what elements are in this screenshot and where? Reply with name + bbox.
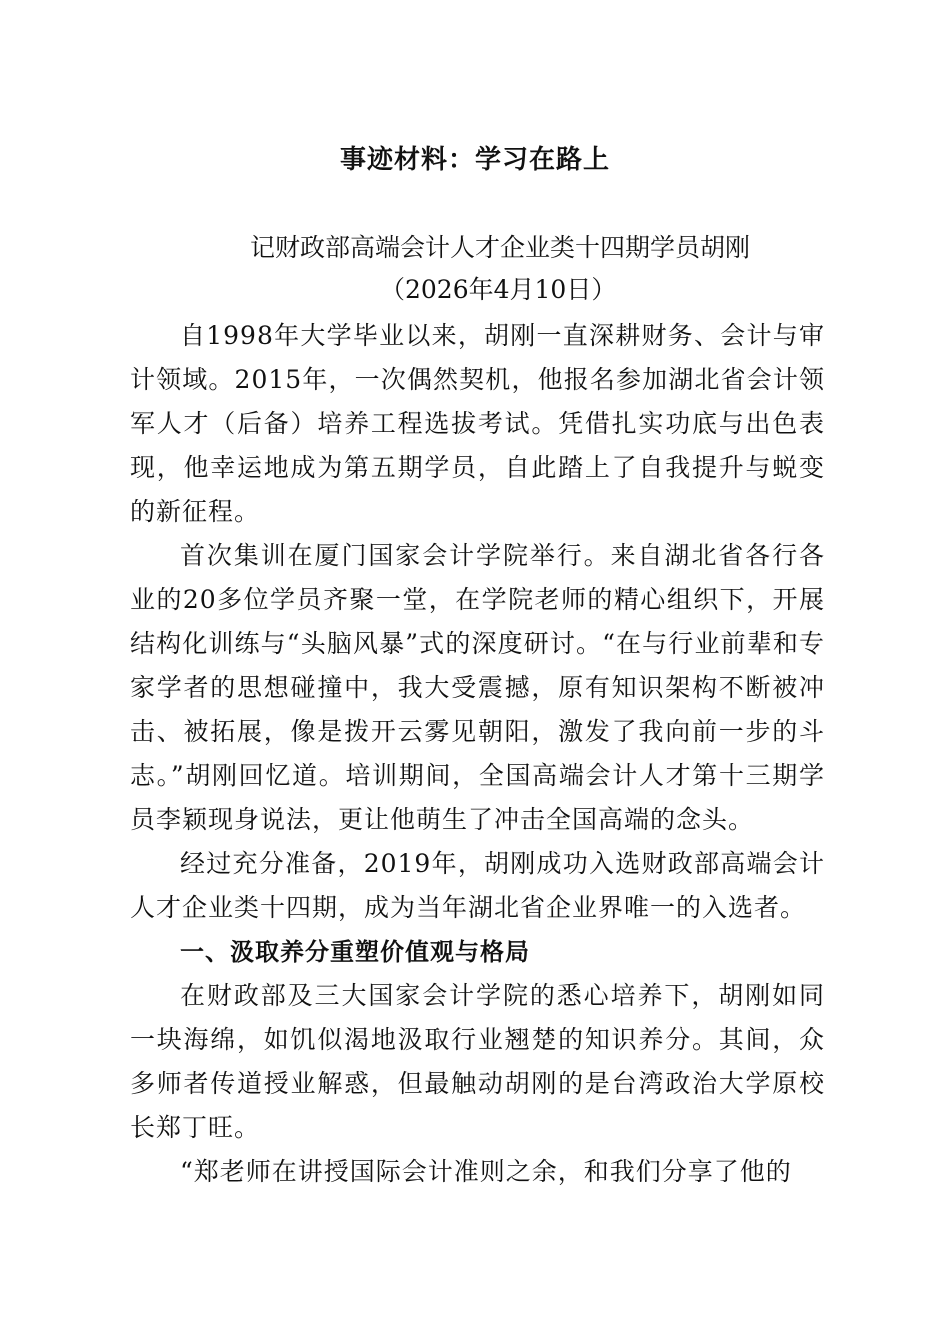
paragraph-3: 经过充分准备，2019年，胡刚成功入选财政部高端会计人才企业类十四期，成为当年湖北省企业界唯一的入选者。 xyxy=(130,849,825,922)
document-subtitle: 记财政部高端会计人才企业类十四期学员胡刚 xyxy=(250,233,751,262)
section-heading-1: 一、汲取养分重塑价值观与格局 xyxy=(180,938,530,966)
paragraph-1: 自1998年大学毕业以来，胡刚一直深耕财务、会计与审计领域。2015年，一次偶然契机，他报名参加湖北省会计领军人才（后备）培养工程选拔考试。凭借扎实功底与出色表现，他幸运地成为第五期学员，自此踏上了自我提升与蜕变的新征程。 xyxy=(130,321,825,526)
document-body xyxy=(130,314,825,1194)
paragraph-4: 在财政部及三大国家会计学院的悉心培养下，胡刚如同一块海绵，如饥似渴地汲取行业翘楚的知识养分。其间，众多师者传道授业解惑，但最触动胡刚的是台湾政治大学原校长郑丁旺。 xyxy=(130,981,825,1142)
document-date: （2026年4月10日） xyxy=(380,275,617,304)
paragraph-2: 首次集训在厦门国家会计学院举行。来自湖北省各行各业的20多位学员齐聚一堂，在学院老师的精心组织下，开展结构化训练与“头脑风暴”式的深度研讨。“在与行业前辈和专家学者的思想碰撞中，我大受震撼，原有知识架构不断被冲击、被拓展，像是拨开云雾见朝阳，激发了我向前一步的斗志。”胡刚回忆道。培训期间，全国高端会计人才第十三期学员李颖现身说法，更让他萌生了冲击全国高端的念头。 xyxy=(130,541,825,834)
paragraph-5: “郑老师在讲授国际会计准则之余，和我们分享了他的 xyxy=(180,1157,792,1186)
document-title: 事迹材料：学习在路上 xyxy=(339,145,610,175)
